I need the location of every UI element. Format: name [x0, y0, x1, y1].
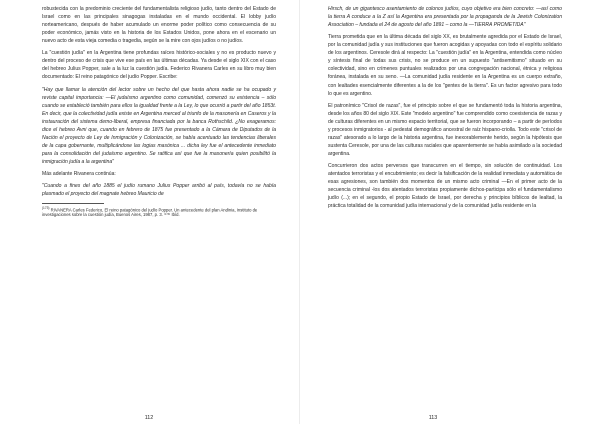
left-paragraph-3: Más adelante Rivanera continúa: [42, 171, 116, 178]
right-paragraph-1: Tierra prometida que en la última década del siglo XX, es brutalmente agredida por el Estado de Israel, por la comunidad judía y sus instituciones que fueron acogidas y apoyadas con todo el espíritu solidario de los argentinos. Ceresole dirá al respecto: La "cuestión judía" en la Argentina, entendida como núcleo y síntesis final de todas sus crisis, no se produce en un supuesto "antisemitismo" situado en su colectividad, sino en crímenes puntuales realizados por una congregación nacional, étnica y religiosa foránea, instalada en su seno. —La comunidad judía residente en la Argentina es un cuerpo extraño, con lealtades esencialmente diferentes a la de los "gentes de la tierra". Es un factor agresivo para todo lo que es argentino. [328, 34, 562, 97]
left-paragraph-2: La "cuestión judía" en la Argentina tiene profundas raíces histórico-sociales y no es producto nuevo y dentro del proceso de crisis que vive ese país en las últimas décadas. Ya desde el siglo XIX con el caso del hebreo Julius Popper, sale a la luz la cuestión judía. Federico Rivanera Carles en su libro muy bien documentado: El reino patagónico del judío Popper. Escribe: [42, 50, 276, 81]
right-page [300, 0, 600, 424]
footnote-divider [42, 203, 104, 204]
page-number-left: 112 [144, 415, 154, 421]
right-paragraph-2: El patronímico "Crisol de razas", fue el principio sobre el que se fundamentó toda la historia argentina, desde los años 80 del siglo XIX. Este "modelo argentino" fue comprendido como coexistencia de razas y de culturas diferentes en un mismo espacio territorial, que se fueron incorporando – a partir de períodos y procesos inmigratorios - al pedestal demográfico ancestral de raíz hispano-criolla. Todo este "crisol de razas" atesorado a lo largo de la historia argentina, fue inexorablemente herido, según la hipótesis que sustenta Ceresole, por una de las culturas raciales que aparentemente se había asimilado a la sociedad argentina. [328, 102, 562, 157]
footnote [42, 206, 276, 219]
left-quote-2: "Cuando a fines del año 1885 el judío rumano Julius Popper arribó al país, todavía no se había plasmado el proyecto del magnate hebreo Mauricio de [42, 183, 276, 198]
left-paragraph-1: robustecida con la predominio creciente del fundamentalista religioso judío, tanto dentro del Estado de Israel como en las principales sinagogas instaladas en el mundo occidental. El lobby judío norteamericano, después de haber acumulado un enorme poder político como consecuencia de su poder económico, jamás visto en la historia de los Estados Unidos, pone ahora en el escenario un nuevo acto de esta vieja comedia o tragedia, según se la mire con ojos judíos o no judíos. [42, 6, 276, 45]
right-quote-1: Hirsch, de un gigantesco asentamiento de colonos judíos, cuyo objetivo era bien concreto: —así como la tierra A conduce a la Z así la Argentina era presentada por la propaganda de la Jewish Colonization Association – fundada el 24 de agosto del año 1891 – como la —TIERRA PROMETIDA" [328, 6, 562, 29]
footnote-text: RIVANERA Carles Federico, El reino patagónico del judío Popper. Un antecedente del plan Andinia, Instituto de investigaciones sobre la cuestión judía, Buenos Aires, 1987, p. 3. ⁽¹⁷³⁾ Ibíd. [42, 206, 258, 218]
right-paragraph-3: Concurrieron dos actos perversos que transcurren en el tiempo, sin solución de continuidad. Los atentados terroristas y el encubrimiento; es decir la falsificación de la realidad inmediata y automática de esas agresiones, son también dos momentos de un mismo acto criminal —En el primer acto de la secuencia criminal -los dos atentados terroristas propiamente dichos-participa sólo el fundamentalismo judío (...); en el segundo, el propio Estado de Israel, por derecha y principios bíblicos de lealtad, la práctica totalidad de la comunidad judía internacional y de la comunidad judía residente en la [328, 163, 562, 210]
page-number-right: 113 [428, 415, 438, 421]
footnote-ref: (173) [42, 205, 50, 210]
left-quote-1: "Hay que llamar la atención del lector sobre un hecho del que hasta ahora nadie se ha ocupado y reviste capital importancia: —El judaísmo argentino como comunidad, comenzó su existencia – sólo cuando se estableció también para ellos la igualdad frente a la Ley, lo que ocurrió a partir del año 1853t. En decir, que la colectividad judía existe en Argentina merced al triunfo de la masonería en Caseros y la instauración del sistema demo-liberal, empresa financiada por la banca Rothschild. ¿No exageramos: dice el hebreo Avni que, cuando en febrero de 1875 fue presentado a la Cámara de Diputados de la Nación el proyecto de Ley de Inmigración y Colonización, se había acentuado las tendencias liberales de la capa gobernante, multiplicándose las logias masónica ... dicha ley fue el antecedente inmediato para la consolidación del judaísmo argentino. Se ratifica así que fue la masonería quien posibilitó la inmigración judía a la argentina" [42, 86, 276, 166]
